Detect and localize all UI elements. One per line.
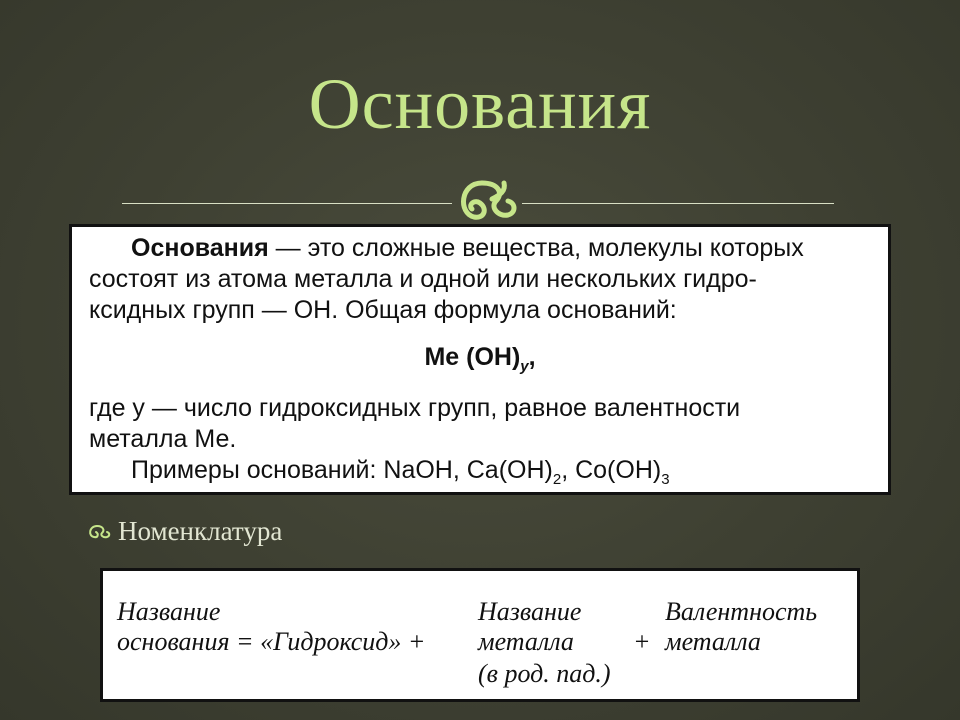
definition-box xyxy=(69,224,891,495)
divider-right xyxy=(522,203,834,204)
examples-sub-2: 3 xyxy=(661,471,670,488)
formula-tail: , xyxy=(528,343,536,371)
nom-col3-line1: Валентность xyxy=(665,597,818,626)
definition-line-1 xyxy=(89,233,869,264)
definition-line-4: где y — число гидроксидных групп, равное валентности xyxy=(89,394,741,422)
definition-line-2: состоят из атома металла и одной или нескольких гидро- xyxy=(89,265,757,293)
nom-col1-line1: Название xyxy=(117,597,221,626)
definition-term: Основания xyxy=(131,234,269,262)
fleuron-icon xyxy=(452,173,522,229)
nom-col2-line1: Название xyxy=(478,597,582,626)
examples-line xyxy=(89,455,869,495)
divider-left xyxy=(122,203,452,204)
bullet-nomenclature xyxy=(86,516,282,547)
examples-sub-1: 2 xyxy=(552,471,562,488)
nom-col2-line3: (в род. пад.) xyxy=(478,659,611,688)
nom-plus: + xyxy=(633,627,651,656)
slide-title: Основания xyxy=(308,64,652,144)
definition-line-5: металла Ме. xyxy=(89,425,237,453)
bullet-label: Номенклатура xyxy=(118,516,283,546)
nom-col2-line2: металла xyxy=(478,627,574,656)
definition-line-1-text: — это сложные вещества, молекулы которых xyxy=(268,234,804,262)
fleuron-bullet-icon xyxy=(86,523,112,541)
formula-subscript: y xyxy=(520,358,529,375)
examples-prefix: Примеры оснований: NaOH, Ca(OH) xyxy=(131,456,553,484)
definition-line-3: ксидных групп — ОН. Общая формула оснований: xyxy=(89,296,677,324)
nomenclature-box xyxy=(100,568,860,702)
nom-col3-line2: металла xyxy=(665,627,761,656)
formula-base: Ме (ОН) xyxy=(424,343,521,371)
nom-col1-line2: основания = «Гидроксид» + xyxy=(117,627,426,656)
general-formula xyxy=(72,343,888,375)
examples-mid: , Co(OH) xyxy=(561,456,662,484)
